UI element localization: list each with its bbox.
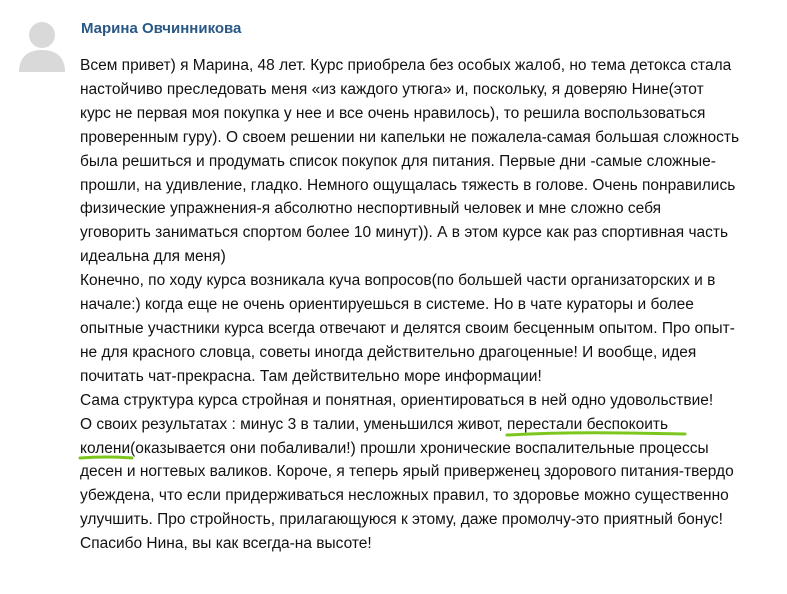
review-line: уговорить заниматься спортом более 10 минут)). А в этом курсе как раз спортивная часть: [80, 224, 729, 242]
review-line: была решиться и продумать список покупок для питания. Первые дни -самые сложные-: [80, 152, 716, 170]
review-line: начале:) когда еще не очень ориентируешься в системе. Но в чате кураторы и более: [80, 296, 694, 314]
highlighted-phrase: [507, 416, 668, 433]
review-line: прошли, на удивление, гладко. Немного ощущалась тяжесть в голове. Очень понравились: [80, 176, 736, 194]
review-line: убеждена, что если придерживаться несложных правил, то здоровье можно существенно: [80, 487, 729, 505]
highlight-underline: [505, 430, 687, 438]
review-line: физические упражнения-я абсолютно неспортивный человек и мне сложно себя: [80, 200, 662, 218]
avatar[interactable]: [17, 18, 67, 72]
review-line-rest: (оказывается они побаливали!) прошли хронические воспалительные процессы: [130, 439, 709, 457]
review-line: [80, 437, 776, 461]
review-line: настойчиво преследовать меня «из каждого утюга» и, поскольку, я доверяю Нине(этот: [80, 80, 704, 98]
review-line: проверенным гуру). О своем решении ни капельки не пожалела-самая большая сложность: [80, 128, 740, 146]
review-line: десен и ногтевых валиков. Короче, я теперь ярый приверженец здорового питания-твердо: [80, 463, 734, 481]
highlighted-phrase-text: перестали беспокоить: [507, 415, 669, 433]
highlighted-word: [80, 440, 130, 457]
review-line: опытные участники курса всегда отвечают и делятся своим бесценным опытом. Про опыт-: [80, 319, 735, 337]
review-text: [80, 54, 776, 556]
review-line: Конечно, по ходу курса возникала куча вопросов(по большей части организаторских и в: [80, 272, 716, 290]
highlighted-word-text: колени: [80, 439, 131, 457]
review-line: Спасибо Нина, вы как всегда-на высоте!: [80, 535, 372, 553]
review-line: Сама структура курса стройная и понятная, ориентироваться в ней одно удовольствие!: [80, 391, 714, 409]
review-line: Всем привет) я Марина, 48 лет. Курс приобрела без особых жалоб, но тема детокса стала: [80, 57, 732, 74]
review-line: почитать чат-прекрасна. Там действительно море информации!: [80, 367, 542, 385]
author-name[interactable]: Марина Овчинникова: [81, 20, 242, 37]
review-line-start: О своих результатах : минус 3 в талии, уменьшился живот,: [80, 415, 508, 433]
highlight-underline: [78, 454, 134, 462]
review-line: не для красного словца, советы иногда действительно драгоценные! И вообще, идея: [80, 343, 697, 361]
user-silhouette-icon: [17, 18, 67, 72]
review-line: идеальна для меня): [80, 248, 226, 266]
review-line: [80, 413, 776, 437]
review-line: улучшить. Про стройность, прилагающуюся к этому, даже промолчу-это приятный бонус!: [80, 511, 723, 529]
review-line: курс не первая моя покупка у нее и все очень нравилось), то решила воспользоваться: [80, 104, 706, 122]
